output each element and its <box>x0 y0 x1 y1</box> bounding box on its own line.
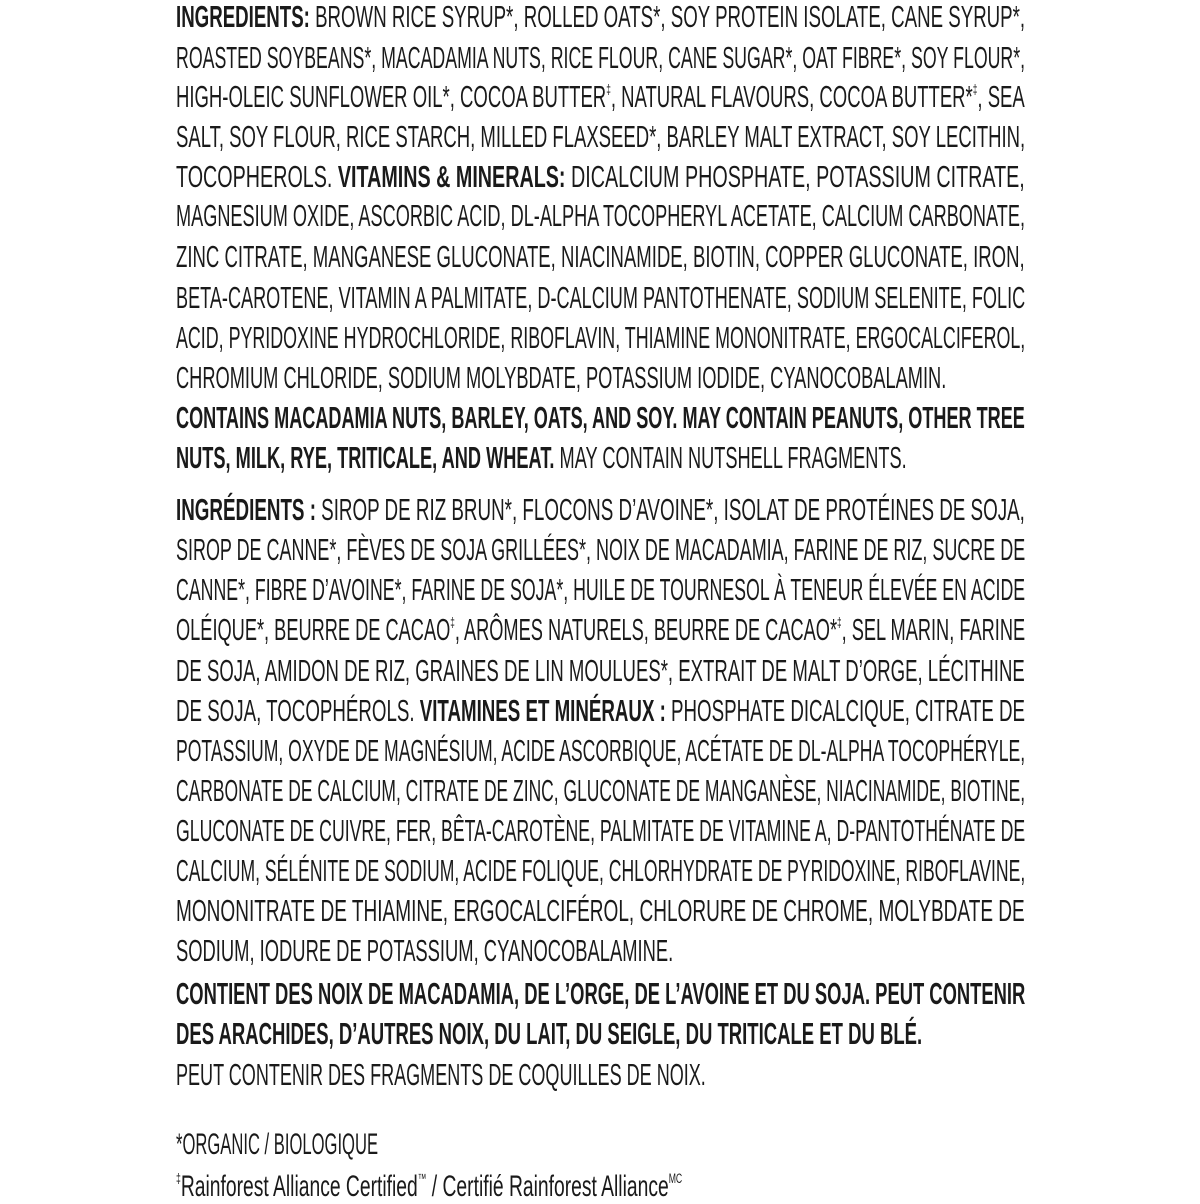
bold-text-segment: CONTAINS MACADAMIA NUTS, BARLEY, OATS, AND SOY. MAY CONTAIN PEANUTS, OTHER TREE <box>176 400 1025 435</box>
text-segment: DE SOJA, TOCOPHÉROLS. <box>176 693 420 728</box>
text-segment: HIGH-OLEIC SUNFLOWER OIL*, COCOA BUTTER <box>176 79 607 114</box>
label-text-line <box>176 854 1025 888</box>
label-text-line <box>176 934 673 968</box>
label-text-line <box>176 160 1025 194</box>
text-segment: CANNE*, FIBRE D’AVOINE*, FARINE DE SOJA*, HUILE DE TOURNESOL À TENEUR ÉLEVÉE EN ACIDE <box>176 572 1026 607</box>
text-segment: SODIUM, IODURE DE POTASSIUM, CYANOCOBALAMINE. <box>176 933 674 968</box>
footnote-mark: ‡ <box>176 1171 181 1187</box>
label-text-line <box>176 654 1025 688</box>
bold-text-segment: VITAMINS & MINERALS: <box>337 159 571 194</box>
label-text-line <box>176 734 1025 768</box>
footnote-mark: MC <box>668 1171 683 1187</box>
text-segment: SIROP DE CANNE*, FÈVES DE SOJA GRILLÉES*, NOIX DE MACADAMIA, FARINE DE RIZ, SUCRE DE <box>176 532 1026 567</box>
text-segment: ZINC CITRATE, MANGANESE GLUCONATE, NIACINAMIDE, BIOTIN, COPPER GLUCONATE, IRON, <box>176 239 1025 274</box>
label-text-line <box>176 493 1025 527</box>
label-text-line <box>176 120 1025 154</box>
text-segment: Rainforest Alliance Certified <box>180 1170 418 1203</box>
bold-text-segment: DES ARACHIDES, D’AUTRES NOIX, DU LAIT, DU SEIGLE, DU TRITICALE ET DU BLÉ. <box>176 1016 923 1051</box>
text-segment: ACID, PYRIDOXINE HYDROCHLORIDE, RIBOFLAVIN, THIAMINE MONONITRATE, ERGOCALCIFEROL, <box>176 320 1026 355</box>
text-segment: , SEA <box>977 79 1025 114</box>
label-text-line <box>176 41 1025 75</box>
text-segment: CALCIUM, SÉLÉNITE DE SODIUM, ACIDE FOLIQUE, CHLORHYDRATE DE PYRIDOXINE, RIBOFLAVINE, <box>176 853 1026 888</box>
label-text-line <box>176 533 1025 567</box>
footnote-mark: ‡ <box>837 613 842 630</box>
label-text-line <box>176 977 1025 1011</box>
text-segment: MAGNESIUM OXIDE, ASCORBIC ACID, DL-ALPHA TOCOPHERYL ACETATE, CALCIUM CARBONATE, <box>176 198 1025 233</box>
text-segment: GLUCONATE DE CUIVRE, FER, BÊTA-CAROTÈNE, PALMITATE DE VITAMINE A, D-PANTOTHÉNATE DE <box>176 813 1026 848</box>
bold-text-segment: CONTIENT DES NOIX DE MACADAMIA, DE L’ORGE, DE L’AVOINE ET DU SOJA. PEUT CONTENIR <box>176 976 1026 1011</box>
label-text-line <box>176 613 1025 647</box>
footnote-line <box>176 1170 682 1204</box>
label-text-line <box>176 361 946 395</box>
label-text-line <box>176 441 907 475</box>
label-text-line <box>176 401 1025 435</box>
label-text-line <box>176 573 1025 607</box>
bold-text-segment: NUTS, MILK, RYE, TRITICALE, AND WHEAT. <box>176 440 560 475</box>
bold-text-segment: VITAMINES ET MINÉRAUX : <box>419 693 672 728</box>
text-segment: DE SOJA, AMIDON DE RIZ, GRAINES DE LIN MOULUES*, EXTRAIT DE MALT D’ORGE, LÉCITHINE <box>176 653 1025 688</box>
text-segment: *ORGANIC / BIOLOGIQUE <box>176 1128 379 1161</box>
text-segment: CARBONATE DE CALCIUM, CITRATE DE ZINC, GLUCONATE DE MANGANÈSE, NIACINAMIDE, BIOTINE, <box>176 773 1026 808</box>
label-text-line <box>176 199 1025 233</box>
footnote-line <box>176 1128 378 1162</box>
label-text-line <box>176 321 1025 355</box>
text-segment: MAY CONTAIN NUTSHELL FRAGMENTS. <box>559 440 907 475</box>
text-segment: CHROMIUM CHLORIDE, SODIUM MOLYBDATE, POTASSIUM IODIDE, CYANOCOBALAMIN. <box>176 360 947 395</box>
text-segment: BROWN RICE SYRUP*, ROLLED OATS*, SOY PROTEIN ISOLATE, CANE SYRUP*, <box>315 0 1026 34</box>
text-segment: DICALCIUM PHOSPHATE, POTASSIUM CITRATE, <box>570 159 1025 194</box>
text-segment: POTASSIUM, OXYDE DE MAGNÉSIUM, ACIDE ASCORBIQUE, ACÉTATE DE DL-ALPHA TOCOPHÉRYLE, <box>176 733 1026 768</box>
text-segment: SALT, SOY FLOUR, RICE STARCH, MILLED FLAXSEED*, BARLEY MALT EXTRACT, SOY LECITHIN, <box>176 119 1026 154</box>
label-text-line <box>176 240 1025 274</box>
label-text-line <box>176 814 1025 848</box>
footnote-mark: ‡ <box>450 613 455 630</box>
text-segment: TOCOPHEROLS. <box>176 159 338 194</box>
footnote-mark: ‡ <box>606 80 611 97</box>
text-segment: ROASTED SOYBEANS*, MACADAMIA NUTS, RICE FLOUR, CANE SUGAR*, OAT FIBRE*, SOY FLOUR*, <box>176 40 1026 75</box>
label-text-line <box>176 774 1025 808</box>
text-segment: PHOSPHATE DICALCIQUE, CITRATE DE <box>671 693 1026 728</box>
label-text-line <box>176 894 1025 928</box>
text-segment: SIROP DE RIZ BRUN*, FLOCONS D’AVOINE*, ISOLAT DE PROTÉINES DE SOJA, <box>321 492 1025 527</box>
text-segment: , NATURAL FLAVOURS, COCOA BUTTER* <box>610 79 973 114</box>
bold-text-segment: INGRÉDIENTS : <box>176 492 322 527</box>
text-segment: , ARÔMES NATURELS, BEURRE DE CACAO* <box>454 612 838 647</box>
text-segment: MONONITRATE DE THIAMINE, ERGOCALCIFÉROL, CHLORURE DE CHROME, MOLYBDATE DE <box>176 893 1025 928</box>
label-text-line <box>176 281 1025 315</box>
label-text-line <box>176 1017 922 1051</box>
label-text-line <box>176 1058 706 1092</box>
footnote-mark: ‡ <box>972 80 978 97</box>
text-segment: PEUT CONTENIR DES FRAGMENTS DE COQUILLES DE NOIX. <box>176 1057 706 1092</box>
text-segment: , SEL MARIN, FARINE <box>841 612 1026 647</box>
bold-text-segment: INGREDIENTS: <box>176 0 316 34</box>
text-segment: / Certifié Rainforest Alliance <box>426 1170 669 1203</box>
label-text-line <box>176 694 1025 728</box>
text-segment: OLÉIQUE*, BEURRE DE CACAO <box>176 612 451 647</box>
label-text-line <box>176 0 1025 34</box>
footnote-mark: ™ <box>417 1171 427 1187</box>
label-text-line <box>176 80 1025 114</box>
text-segment: BETA-CAROTENE, VITAMIN A PALMITATE, D-CALCIUM PANTOTHENATE, SODIUM SELENITE, FOLIC <box>176 280 1026 315</box>
